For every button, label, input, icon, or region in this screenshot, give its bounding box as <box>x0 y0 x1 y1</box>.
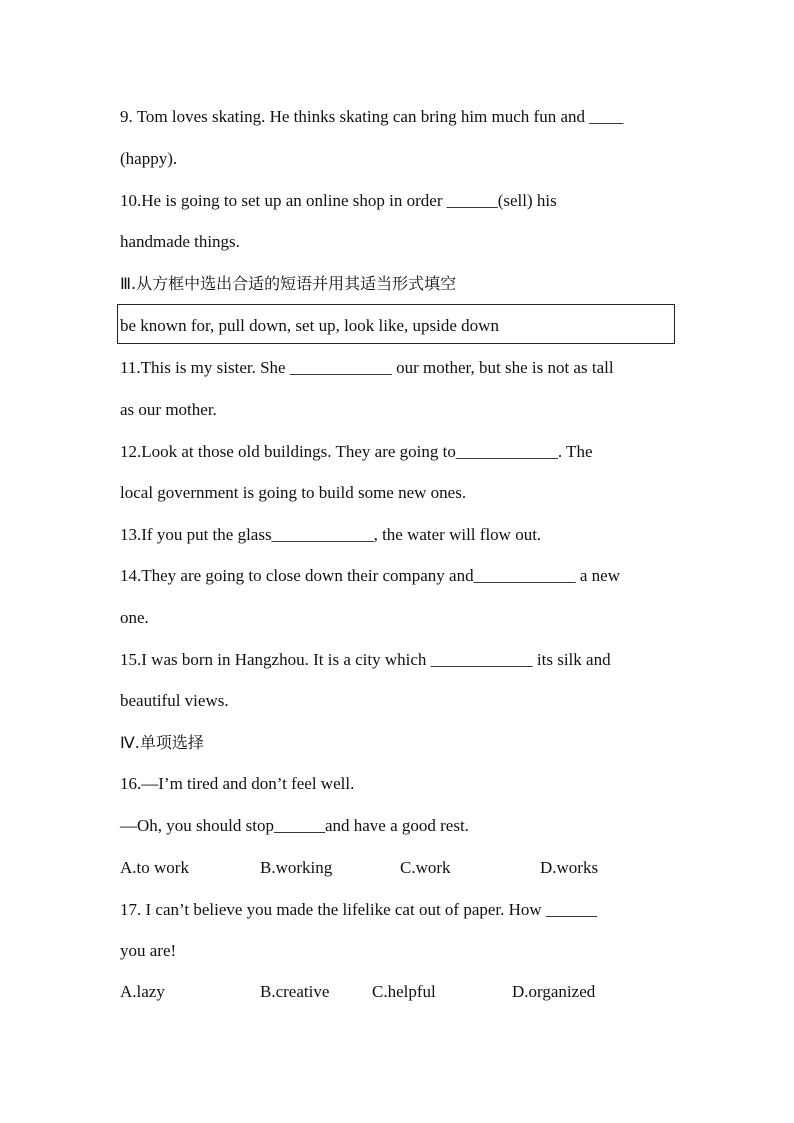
q16-line2: —Oh, you should stop______and have a good rest. <box>120 816 469 835</box>
q10-line2: handmade things. <box>120 232 240 251</box>
q15-line2: beautiful views. <box>120 691 229 710</box>
q12-line1: 12.Look at those old buildings. They are going to____________. The <box>120 442 593 461</box>
q16-option-b: B.working <box>260 858 333 877</box>
q9-line2: (happy). <box>120 149 178 168</box>
q17-option-c: C.helpful <box>372 982 436 1001</box>
q9-line1: 9. Tom loves skating. He thinks skating can bring him much fun and ____ <box>120 107 624 126</box>
q17-option-b: B.creative <box>260 982 330 1001</box>
q17-option-d: D.organized <box>512 982 596 1001</box>
q16-line1: 16.—I’m tired and don’t feel well. <box>120 774 355 793</box>
q16-option-c: C.work <box>400 858 451 877</box>
q16-option-d: D.works <box>540 858 599 877</box>
q17-line2: you are! <box>120 941 177 960</box>
section3-heading: Ⅲ.从方框中选出合适的短语并用其适当形式填空 <box>120 274 457 293</box>
q11-line2: as our mother. <box>120 400 217 419</box>
q13-line1: 13.If you put the glass____________, the water will flow out. <box>120 525 542 544</box>
section4-heading: Ⅳ.单项选择 <box>120 733 204 752</box>
q14-line2: one. <box>120 608 149 627</box>
q17-option-a: A.lazy <box>120 982 165 1001</box>
phrase-box-text: be known for, pull down, set up, look like, upside down <box>120 316 499 335</box>
phrase-box <box>117 304 675 344</box>
q10-line1: 10.He is going to set up an online shop in order ______(sell) his <box>120 191 557 210</box>
q14-line1: 14.They are going to close down their company and____________ a new <box>120 566 620 585</box>
q16-option-a: A.to work <box>120 858 189 877</box>
q12-line2: local government is going to build some new ones. <box>120 483 467 502</box>
q15-line1: 15.I was born in Hangzhou. It is a city which ____________ its silk and <box>120 650 611 669</box>
q11-line1: 11.This is my sister. She ____________ our mother, but she is not as tall <box>120 358 614 377</box>
q17-line1: 17. I can’t believe you made the lifelike cat out of paper. How ______ <box>120 900 597 919</box>
